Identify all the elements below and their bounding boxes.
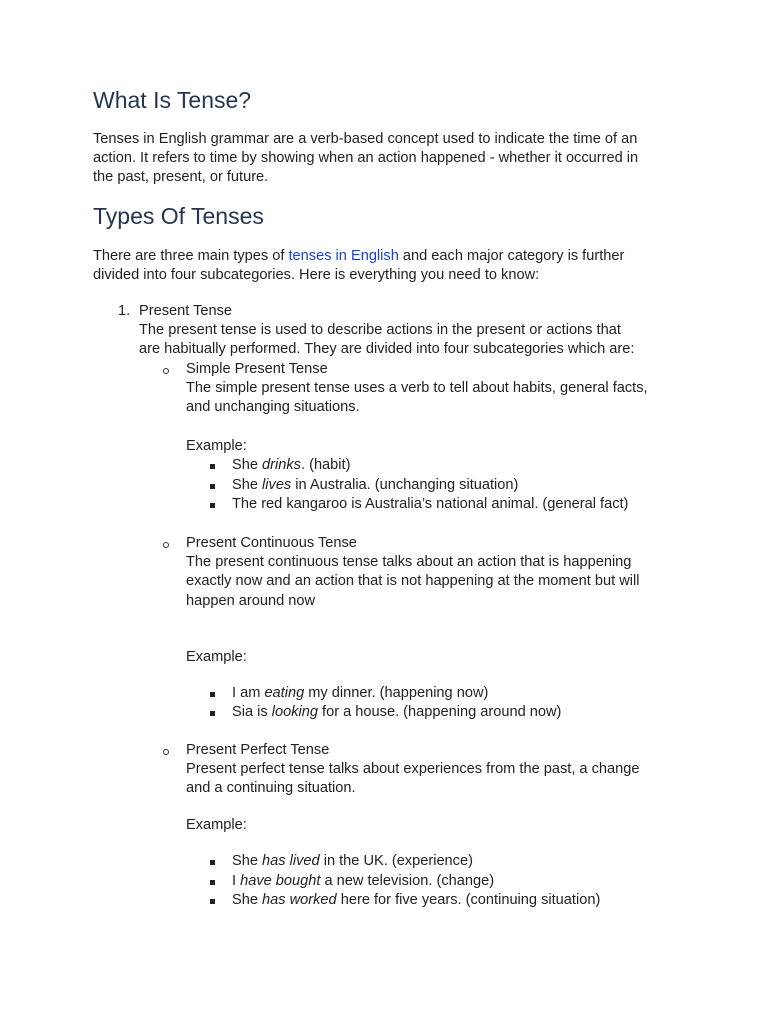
example-text: my dinner. (happening now) [304, 685, 489, 701]
subsection-desc: and unchanging situations. [186, 399, 360, 416]
subsection-desc: happen around now [186, 592, 316, 609]
example-text: She [232, 457, 263, 473]
subsection-title: Simple Present Tense [186, 361, 328, 377]
example-item [232, 495, 628, 514]
example-text: in Australia. (unchanging situation) [291, 477, 519, 493]
list-item-desc: The present tense is used to describe actions in the present or actions that [139, 322, 621, 339]
square-bullet-icon [210, 503, 215, 508]
types-intro-line: divided into four subcategories. Here is everything you need to know: [93, 267, 540, 284]
example-text: She [232, 477, 263, 493]
example-verb: has worked [262, 892, 337, 908]
types-intro-line [93, 247, 624, 266]
intro-line: the past, present, or future. [93, 169, 269, 186]
example-item [232, 703, 561, 722]
present-continuous-block [186, 534, 640, 611]
example-text: here for five years. (continuing situation) [336, 892, 601, 908]
example-text: . (habit) [300, 457, 351, 473]
example-text: She [232, 853, 263, 869]
tenses-in-english-link[interactable]: tenses in English [288, 248, 399, 264]
subsection-desc: exactly now and an action that is not happening at the moment but will [186, 573, 640, 590]
simple-present-block [186, 360, 648, 418]
square-bullet-icon [210, 880, 215, 885]
example-label: Example: [186, 649, 247, 665]
example-text: in the UK. (experience) [319, 853, 473, 869]
list-item-title: Present Tense [139, 303, 233, 319]
example-text: I am [232, 685, 265, 701]
example-text: a new television. (change) [320, 873, 495, 889]
example-label: Example: [186, 817, 247, 833]
example-text: The red kangaroo is Australia’s national animal. (general fact) [232, 496, 629, 512]
square-bullet-icon [210, 464, 215, 469]
list-number: 1. [118, 303, 131, 319]
example-label: Example: [186, 438, 247, 454]
example-item [232, 476, 518, 495]
example-verb: lives [262, 477, 292, 493]
subsection-title: Present Perfect Tense [186, 742, 330, 758]
example-item [232, 852, 473, 871]
example-verb: has lived [262, 853, 320, 869]
example-item [232, 891, 600, 910]
example-text: I [232, 873, 241, 889]
list-item-desc: are habitually performed. They are divided into four subcategories which are: [139, 341, 635, 358]
intro-paragraph [93, 130, 638, 188]
square-bullet-icon [210, 692, 215, 697]
circle-bullet-icon [163, 749, 169, 755]
example-item [232, 872, 494, 891]
example-item [232, 456, 350, 475]
types-intro-text: and each major category is further [398, 248, 625, 264]
example-verb: looking [271, 704, 318, 720]
square-bullet-icon [210, 711, 215, 716]
square-bullet-icon [210, 899, 215, 904]
example-verb: drinks [262, 457, 301, 473]
example-item [232, 684, 488, 703]
square-bullet-icon [210, 860, 215, 865]
circle-bullet-icon [163, 542, 169, 548]
present-perfect-block [186, 741, 639, 799]
present-tense-block [139, 302, 634, 360]
example-text: Sia is [232, 704, 272, 720]
intro-line: action. It refers to time by showing when an action happened - whether it occurred in [93, 150, 639, 167]
example-text: for a house. (happening around now) [318, 704, 562, 720]
subsection-desc: The simple present tense uses a verb to tell about habits, general facts, [186, 380, 648, 397]
example-verb: have bought [240, 873, 321, 889]
subsection-desc: The present continuous tense talks about an action that is happening [186, 554, 632, 571]
example-verb: eating [264, 685, 305, 701]
subsection-title: Present Continuous Tense [186, 535, 357, 551]
intro-line: Tenses in English grammar are a verb-based concept used to indicate the time of an [93, 131, 638, 147]
subsection-desc: Present perfect tense talks about experiences from the past, a change [186, 761, 640, 778]
types-intro-text: There are three main types of [93, 248, 289, 264]
example-text: She [232, 892, 263, 908]
section-title: Types Of Tenses [93, 203, 264, 229]
page-title: What Is Tense? [93, 87, 252, 113]
types-intro-paragraph [93, 247, 624, 285]
circle-bullet-icon [163, 368, 169, 374]
square-bullet-icon [210, 484, 215, 489]
subsection-desc: and a continuing situation. [186, 780, 356, 797]
